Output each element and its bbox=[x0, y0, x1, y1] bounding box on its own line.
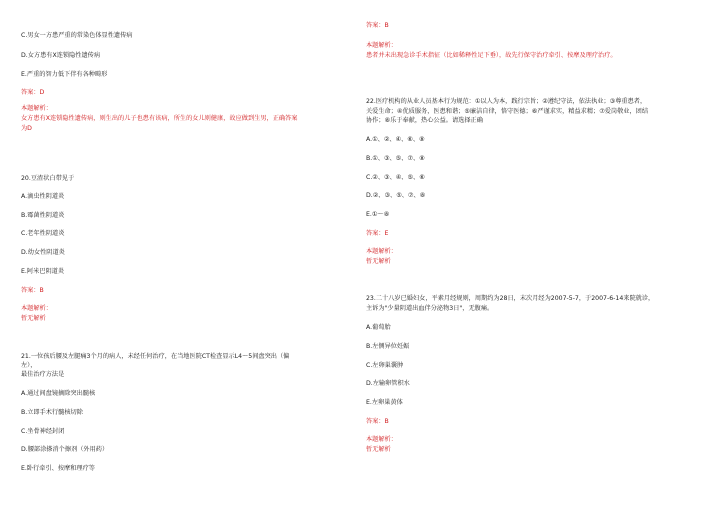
option-line: D.左输卵管积水 bbox=[366, 380, 410, 387]
question-title: 21.一位孩后腰及左腿痛3个月的病人，未经任何治疗，在当地医院CT检查显示L4～5间盘突出（偏 bbox=[21, 353, 290, 360]
answer-label: 答案：E bbox=[366, 230, 389, 237]
analysis-label: 本题解析： bbox=[366, 42, 397, 49]
analysis-text: 暂无解析 bbox=[366, 258, 391, 265]
option-line: E.①～⑧ bbox=[366, 211, 390, 218]
option-line: C.坐骨神经封闭 bbox=[21, 428, 65, 435]
option-line: A.通过间盘镜摘除突出髓核 bbox=[21, 390, 96, 397]
answer-label: 答案：B bbox=[366, 22, 389, 29]
analysis-label: 本题解析： bbox=[366, 436, 397, 443]
option-line: D.腰部涂搽消个擦剂（外用药） bbox=[21, 446, 109, 453]
option-line: A.①、②、④、⑥、⑧ bbox=[366, 136, 425, 143]
option-line: C.男女一方患严重的常染色体显性遗传病 bbox=[21, 32, 133, 39]
answer-label: 答案：D bbox=[21, 89, 45, 96]
question-title: 关爱生命；④优质服务，医患和谐；⑤廉洁自律，恪守医德；⑥严谨求实，精益求精；⑦爱岗敬业，团结 bbox=[366, 108, 649, 115]
option-line: C.老年性阴道炎 bbox=[21, 230, 65, 237]
analysis-text: 患者并未出现急诊手术指征（比如稀释性足下垂），故先行保守治疗牵引、按摩及理疗治疗。 bbox=[366, 52, 617, 59]
analysis-text: 为D bbox=[21, 125, 32, 132]
analysis-text: 女方患有X连锁隐性遗传病，则生出的儿子也患有该病，所生的女儿则健康，故应做到生男，正确答案 bbox=[21, 115, 298, 122]
question-title: 最佳治疗方法是 bbox=[21, 371, 65, 378]
option-line: C.左卵巢囊肿 bbox=[366, 362, 404, 369]
option-line: C.②、③、④、⑤、⑥ bbox=[366, 174, 425, 181]
option-line: A.滴虫性阴道炎 bbox=[21, 193, 65, 200]
option-line: A.葡萄胎 bbox=[366, 324, 391, 331]
answer-label: 答案：B bbox=[366, 418, 389, 425]
analysis-label: 本题解析： bbox=[21, 305, 52, 312]
option-line: D.幼女性阴道炎 bbox=[21, 249, 65, 256]
analysis-label: 本题解析： bbox=[366, 248, 397, 255]
answer-label: 答案：B bbox=[21, 287, 44, 294]
option-line: E.严重的智力低下伴有各种畸形 bbox=[21, 71, 108, 78]
question-title: 22.医疗机构的从业人员基本行为规范：①以人为本，践行宗旨；②遵纪守法，依法执业；③尊重患者， bbox=[366, 98, 647, 105]
analysis-label: 本题解析： bbox=[21, 105, 52, 112]
option-line: D.②、③、⑤、⑦、⑧ bbox=[366, 192, 426, 199]
question-title: 协作；⑧乐于奉献，热心公益。请选择正确 bbox=[366, 117, 483, 124]
option-line: B.左侧异位妊娠 bbox=[366, 343, 410, 350]
analysis-text: 暂无解析 bbox=[366, 446, 391, 453]
question-title: 左）， bbox=[21, 362, 37, 369]
option-line: E.左卵巢黄体 bbox=[366, 399, 403, 406]
question-title: 20.豆渣状白带见于 bbox=[21, 175, 75, 182]
question-title: 主诉为"少量阴道出血伴分泌物3日"，无腹痛。 bbox=[366, 305, 494, 312]
option-line: D.女方患有X连锁隐性遗传病 bbox=[21, 52, 101, 59]
option-line: B.霉菌性阴道炎 bbox=[21, 212, 65, 219]
option-line: B.①、③、⑤、⑦、⑧ bbox=[366, 155, 425, 162]
option-line: E.阿米巴阴道炎 bbox=[21, 268, 65, 275]
option-line: E.卧行牵引、按摩和理疗等 bbox=[21, 465, 95, 472]
question-title: 23.二十八岁已婚妇女，平素月经规则，周期约为28日，末次月经为2007-5-7，于2007-6-14来院就诊， bbox=[366, 295, 655, 302]
analysis-text: 暂无解析 bbox=[21, 315, 46, 322]
option-line: B.立即手术行髓核切除 bbox=[21, 409, 83, 416]
